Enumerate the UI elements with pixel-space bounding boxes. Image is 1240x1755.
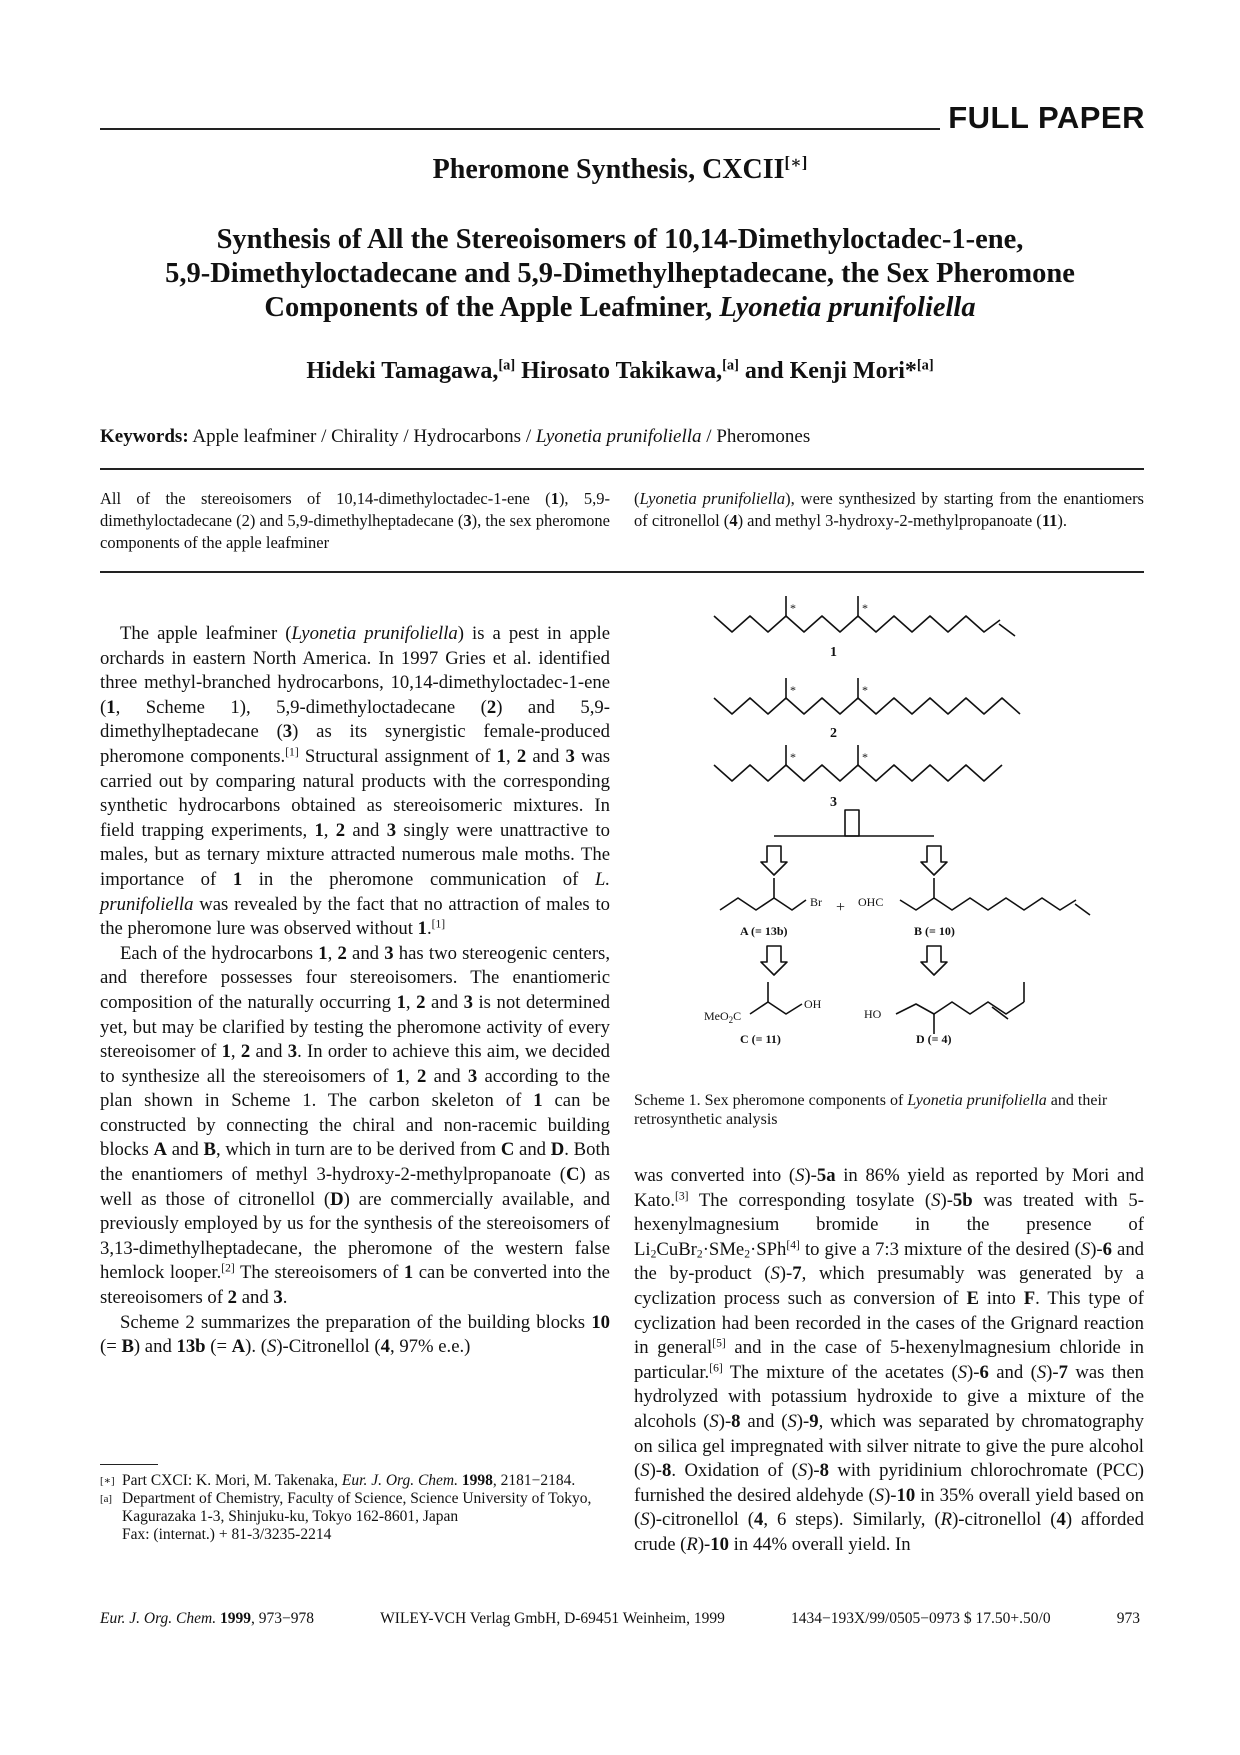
- fragment-b-chain: [900, 898, 1076, 910]
- fragment-d-chain: [896, 1002, 1024, 1014]
- stereo-star: *: [790, 683, 796, 697]
- series-title: Pheromone Synthesis, CXCII[∗]: [432, 152, 808, 185]
- compound-label-2: 2: [830, 726, 837, 741]
- compound-1-chain: [714, 616, 1000, 632]
- retro-arrow-left: [761, 846, 787, 875]
- compound-label-1: 1: [830, 645, 837, 660]
- stereo-star: *: [790, 601, 796, 615]
- plus-sign: +: [836, 899, 846, 916]
- paper-title: Synthesis of All the Stereoisomers of 10,14-Dimethyloctadec-1-ene, 5,9-Dimethyloctadecane and 5,9-Dimethylheptadecane, the Sex Pheromone Components of the Apple Leafminer, Lyonetia prunifoliella: [165, 224, 1075, 323]
- author-list: Hideki Tamagawa,[a] Hirosato Takikawa,[a] and Kenji Mori*[a]: [306, 357, 934, 384]
- abstract-top-rule: [100, 468, 1144, 470]
- body-left-column: The apple leafminer (Lyonetia prunifoliella) is a pest in apple orchards in eastern North America. In 1997 Gries et al. identified three methyl-branched hydrocarbons, 10,14-dimethyloctadec-1-ene (1, Scheme 1), 5,9-dimethyloctadecane (2) and 5,9-dimethylheptadecane (3) as its synergistic female-produced pheromone components.[1] Structural assignment of 1, 2 and 3 was carried out by comparing natural products with the corresponding synthetic hydrocarbons obtained as stereoisomeric mixtures. In field trapping experiments, 1, 2 and 3 singly were unattractive to males, but as ternary mixture attracted numerous male moths. The importance of 1 in the pheromone communication of L. prunifoliella was revealed by the fact that no attraction of males to the pheromone lure was observed without 1.[1] Each of the hydrocarbons 1, 2 and 3 has two stereogenic centers, and therefore possesses four stereoisomers. The enantiomeric composition of the naturally occurring 1, 2 and 3 is not determined yet, but may be clarified by testing the pheromone activity of every stereoisomer of 1, 2 and 3. In order to achieve this aim, we decided to synthesize all the stereoisomers of 1, 2 and 3 according to the plan shown in Scheme 1. The carbon skeleton of 1 can be constructed by connecting the chiral and non-racemic building blocks A and B, which in turn are to be derived from C and D. Both the enantiomers of methyl 3-hydroxy-2-methylpropanoate (C) as well as those of citronellol (D) are commercially available, and previously employed by us for the synthesis of the stereoisomers of 3,13-dimethylheptadecane, the pheromone of the western false hemlock looper.[2] The stereoisomers of 1 can be converted into the stereoisomers of 2 and 3. Scheme 2 summarizes the preparation of the building blocks 10 (= B) and 13b (= A). (S)-Citronellol (4, 97% e.e.): [100, 623, 611, 1358]
- publisher: WILEY-VCH Verlag GmbH, D-69451 Weinheim, 1999: [380, 1610, 725, 1627]
- hydroxyl-label: OH: [804, 997, 822, 1011]
- scheme-caption: Scheme 1. Sex pheromone components of Lyonetia prunifoliella and their retrosynthetic analysis: [634, 1092, 1108, 1128]
- section-label: FULL PAPER: [948, 100, 1145, 135]
- compound-2-chain: [714, 698, 1020, 714]
- ester-label: MeO$_2$C: [704, 1009, 742, 1025]
- stereo-star: *: [862, 601, 868, 615]
- fragment-c-chain: [750, 1002, 802, 1014]
- compound-3-chain: [714, 765, 1002, 781]
- abstract-bottom-rule: [100, 571, 1144, 573]
- header-rule: [100, 128, 940, 130]
- page-number: 973: [1116, 1610, 1140, 1627]
- retro-arrow-b: [921, 946, 947, 975]
- fragment-a-label: A (= 13b): [740, 924, 788, 938]
- bromine-label: Br: [810, 895, 822, 909]
- page-footer: [100, 1610, 1140, 1628]
- footnotes: [∗] Part CXCI: K. Mori, M. Takenaka, Eur. J. Org. Chem. 1998, 2181−2184. [a] Department of Chemistry, Faculty of Science, Science University of Tokyo, Kagurazaka 1-3, Shinjuku-ku, Tokyo 162-8601, Japan Fax: (internat.) + 81-3/3235-2214: [100, 1472, 592, 1543]
- abstract-left: All of the stereoisomers of 10,14-dimethyloctadec-1-ene (1), 5,9-dimethyloctadecane (2) and 5,9-dimethylheptadecane (3), the sex pheromone components of the apple leafminer: [100, 489, 610, 552]
- issn: 1434−193X/99/0505−0973 $ 17.50+.50/0: [791, 1610, 1051, 1627]
- journal-citation: Eur. J. Org. Chem. 1999, 973−978: [100, 1610, 314, 1627]
- stereo-star: *: [862, 750, 868, 764]
- compound-label-3: 3: [830, 795, 837, 810]
- hydroxyl-label-d: HO: [864, 1007, 882, 1021]
- retro-arrow-right: [921, 846, 947, 875]
- aldehyde-label: OHC: [858, 895, 884, 909]
- fragment-a-chain: [720, 898, 806, 910]
- retro-arrow-main: [845, 810, 859, 836]
- retro-arrow-a: [761, 946, 787, 975]
- abstract-right: (Lyonetia prunifoliella), were synthesized by starting from the enantiomers of citronellol (4) and methyl 3-hydroxy-2-methylpropanoate (11).: [634, 489, 1144, 530]
- fragment-d-label: D (= 4): [916, 1032, 952, 1046]
- keywords: Keywords: Apple leafminer / Chirality / Hydrocarbons / Lyonetia prunifoliella / Pheromones: [100, 426, 811, 447]
- stereo-star: *: [862, 683, 868, 697]
- fragment-c-label: C (= 11): [740, 1032, 781, 1046]
- stereo-star: *: [790, 750, 796, 764]
- footnote-rule: [100, 1464, 158, 1465]
- fragment-b-label: B (= 10): [914, 924, 955, 938]
- scheme-1: [634, 601, 1144, 1080]
- body-right-column: was converted into (S)-5a in 86% yield as reported by Mori and Kato.[3] The corresponding tosylate (S)-5b was treated with 5-hexenylmagnesium bromide in the presence of $Li_2CuBr_2\cdot SMe_2\cdot SPh[4]$ to give a 7:3 mixture of the desired (S)-6 and the by-product (S)-7, which presumably was generated by a cyclization process such as conversion of E into F. This type of cyclization had been recorded in the cases of the Grignard reaction in general[5] and in the case of 5-hexenylmagnesium chloride in particular.[6] The mixture of the acetates (S)-6 and (S)-7 was then hydrolyzed with potassium hydroxide to give a mixture of the alcohols (S)-8 and (S)-9, which was separated by chromatography on silica gel impregnated with silver nitrate to give the pure alcohol (S)-8. Oxidation of (S)-8 with pyridinium chlorochromate (PCC) furnished the desired aldehyde (S)-10 in 35% overall yield based on (S)-citronellol (4, 6 steps). Similarly, (R)-citronellol (4) afforded crude (R)-10 in 44% overall yield. In: [634, 1165, 1145, 1555]
